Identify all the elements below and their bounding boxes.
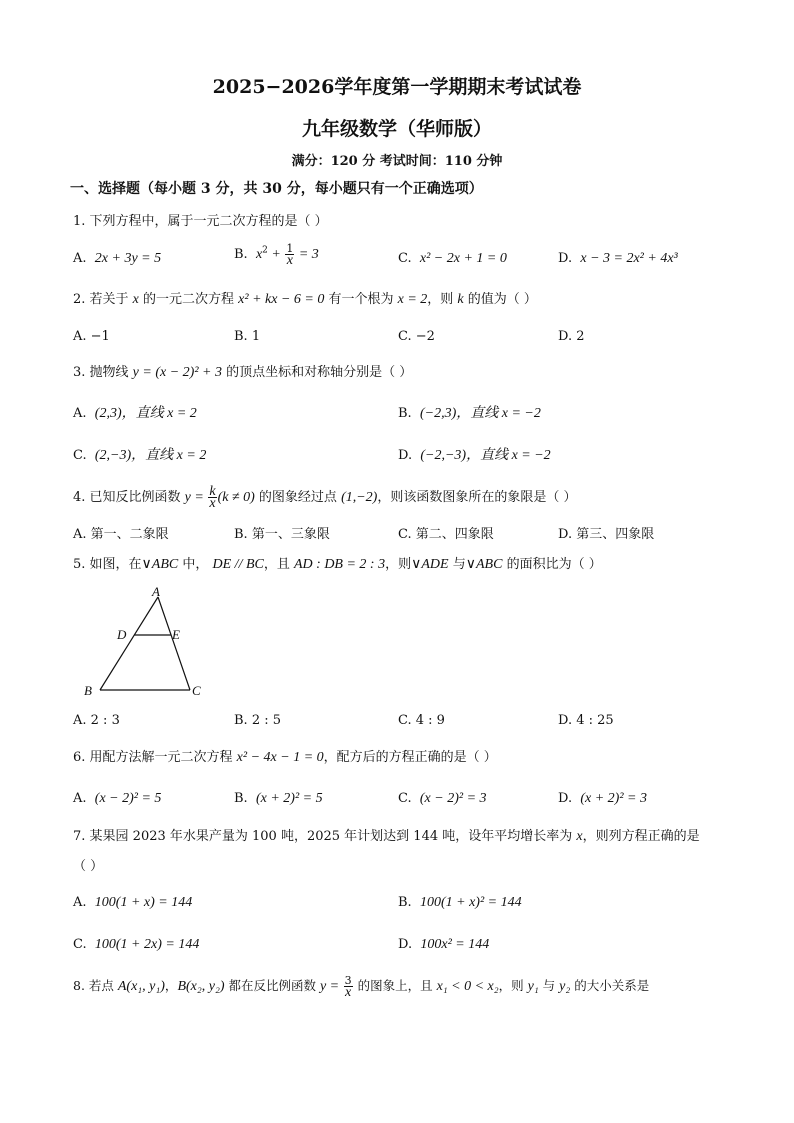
label-d: D (117, 627, 127, 642)
q2-option-a: A. −1 (73, 329, 110, 344)
q2-option-d: D. 2 (558, 329, 585, 344)
question-5-stem: 5. 如图，在∨ABC 中， DE // BC，且 AD : DB = 2 : 3，则∨ADE 与∨ABC 的面积比为（ ） (73, 557, 602, 572)
q7-option-b: B. 100(1 + x)² = 144 (398, 895, 522, 910)
q7-option-a: A. 100(1 + x) = 144 (73, 895, 193, 910)
q6-option-a: A. (x − 2)² = 5 (73, 791, 162, 806)
q1-option-b: B. $x^2$ + $\frac{1}{x}$ = 3 (234, 242, 319, 268)
q7-option-d: D. 100x² = 144 (398, 937, 490, 952)
question-3-stem: 3. 抛物线 y = (x − 2)² + 3 的顶点坐标和对称轴分别是（ ） (73, 365, 413, 380)
triangle-figure (80, 583, 210, 703)
question-2-stem: 2. 若关于 x 的一元二次方程 x² + kx − 6 = 0 有一个根为 x = 2，则 k 的值为（ ） (73, 292, 537, 307)
question-1-stem: 1. 下列方程中，属于一元二次方程的是（ ） (73, 214, 328, 229)
q4-option-a: A. 第一、二象限 (73, 527, 169, 542)
section-heading: 一、选择题（每小题 3 分，共 30 分，每小题只有一个正确选项） (70, 181, 483, 197)
q1-option-c: C. x² − 2x + 1 = 0 (398, 251, 507, 266)
q3-option-b: B. (−2,3)，直线 x = −2 (398, 406, 541, 421)
exam-subtitle: 九年级数学（华师版） (301, 118, 492, 140)
exam-info: 满分：120 分 考试时间：110 分钟 (291, 154, 503, 169)
label-e: E (172, 627, 180, 642)
q6-option-d: D. (x + 2)² = 3 (558, 791, 647, 806)
q3-option-d: D. (−2,−3)，直线 x = −2 (398, 448, 551, 463)
side-ac (158, 597, 190, 690)
question-7-stem-continued: （ ） (73, 859, 104, 874)
q3-option-c: C. (2,−3)，直线 x = 2 (73, 448, 207, 463)
q7-option-c: C. 100(1 + 2x) = 144 (73, 937, 200, 952)
q5-option-d: D. 4 : 25 (558, 713, 614, 728)
label-c: C (192, 683, 201, 698)
q4-option-d: D. 第三、四象限 (558, 527, 655, 542)
question-7-stem: 7. 某果园 2023 年水果产量为 100 吨，2025 年计划达到 144 吨，设年平均增长率为 x，则列方程正确的是 (73, 829, 700, 844)
q3-option-a: A. (2,3)，直线 x = 2 (73, 406, 197, 421)
exam-title: 2025−2026学年度第一学期期末考试试卷 (212, 76, 582, 98)
q6-option-b: B. (x + 2)² = 5 (234, 791, 323, 806)
q5-option-a: A. 2 : 3 (73, 713, 120, 728)
q5-option-b: B. 2 : 5 (234, 713, 282, 728)
q1-option-a: A. 2x + 3y = 5 (73, 251, 162, 266)
label-b: B (84, 683, 92, 698)
q6-option-c: C. (x − 2)² = 3 (398, 791, 487, 806)
q4-option-c: C. 第二、四象限 (398, 527, 494, 542)
q2-option-c: C. −2 (398, 329, 435, 344)
q2-option-b: B. 1 (234, 329, 261, 344)
question-4-stem: 4. 已知反比例函数 y = $\frac{k}{x}$ (k ≠ 0) 的图象经过点 (1,−2)，则该函数图象所在的象限是（ ） (73, 484, 577, 511)
q4-option-b: B. 第一、三象限 (234, 527, 330, 542)
q5-option-c: C. 4 : 9 (398, 713, 445, 728)
label-a: A (152, 584, 160, 599)
question-8-stem: 8. 若点 A(x₁, y₁)，B(x₂, y₂) 都在反比例函数 y = $\frac{3}{x}$ 的图象上，且 x₁ < 0 < x₂，则 y₁ 与 y₂ 的大小关系是 (73, 974, 650, 1000)
side-ab (100, 597, 158, 690)
question-6-stem: 6. 用配方法解一元二次方程 x² − 4x − 1 = 0，配方后的方程正确的是（ ） (73, 750, 497, 765)
q1-option-d: D. x − 3 = 2x² + 4x³ (558, 251, 678, 266)
